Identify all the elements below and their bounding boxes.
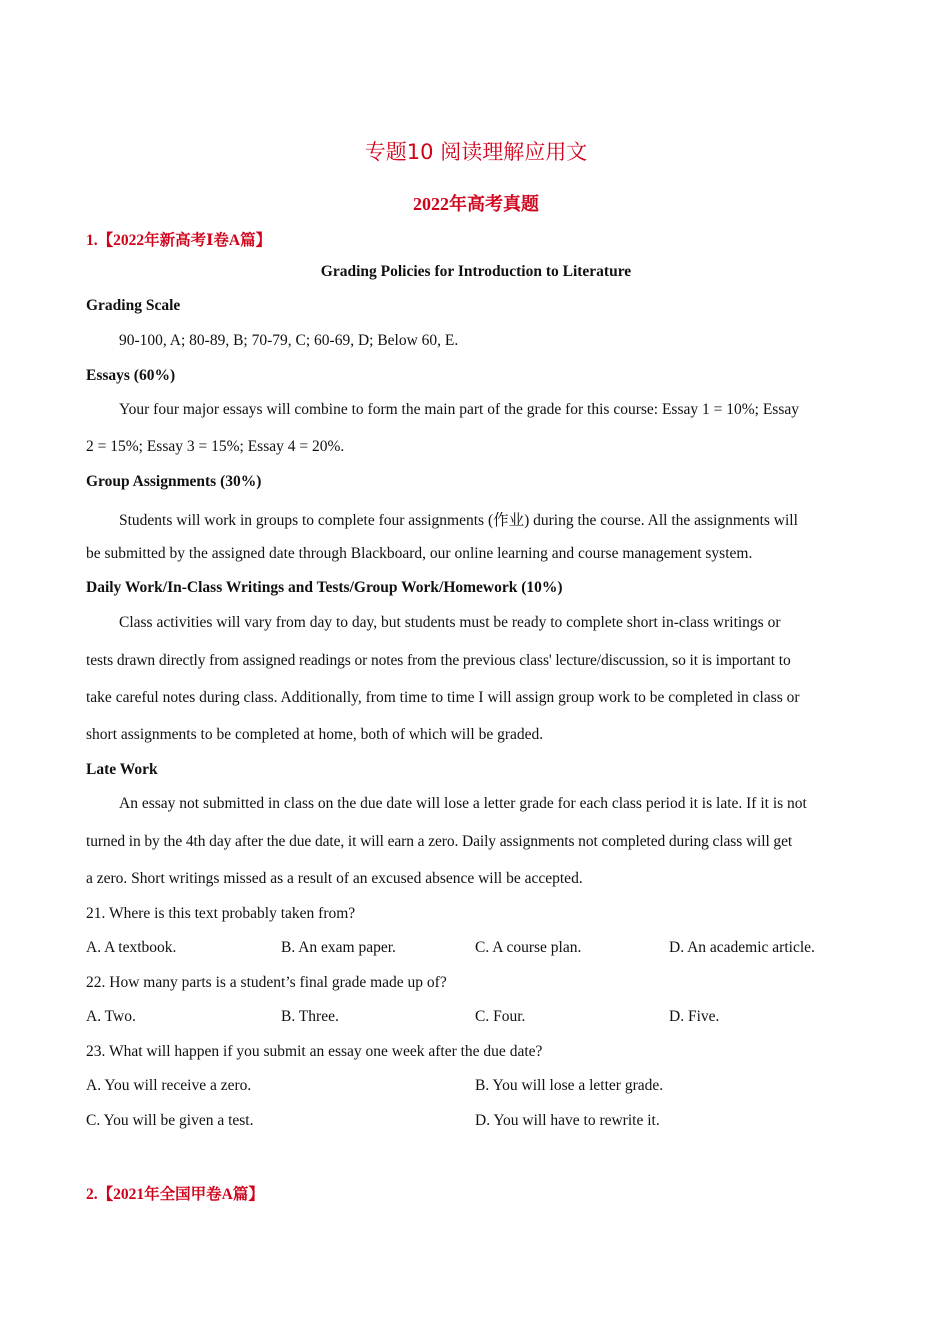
page-title: 专题10 阅读理解应用文 [364, 140, 588, 164]
option-23-b: B. You will lose a letter grade. [475, 1077, 664, 1094]
option-23-d: D. You will have to rewrite it. [475, 1112, 660, 1129]
question-21: 21. Where is this text probably taken from? [86, 905, 356, 922]
paragraph-line: take careful notes during class. Additionally, from time to time I will assign group work to be completed in class or [86, 689, 800, 706]
paragraph-line: be submitted by the assigned date through Blackboard, our online learning and course management system. [86, 545, 753, 562]
option-22-b: B. Three. [281, 1008, 339, 1025]
option-22-c: C. Four. [475, 1008, 526, 1025]
option-21-a: A. A textbook. [86, 939, 177, 956]
paragraph-line: 2 = 15%; Essay 3 = 15%; Essay 4 = 20%. [86, 438, 345, 455]
question-22: 22. How many parts is a student’s final grade made up of? [86, 974, 447, 991]
option-23-c: C. You will be given a test. [86, 1112, 254, 1129]
paragraph-line: Students will work in groups to complete four assignments (作业) during the course. All the assignments will [119, 512, 798, 529]
option-21-d: D. An academic article. [669, 939, 815, 956]
option-21-b: B. An exam paper. [281, 939, 396, 956]
paragraph-line: short assignments to be completed at home, both of which will be graded. [86, 726, 544, 743]
paragraph-line: Class activities will vary from day to day, but students must be ready to complete short in-class writings or [119, 614, 781, 631]
paragraph-line: Your four major essays will combine to form the main part of the grade for this course: Essay 1 = 10%; Essay [119, 401, 799, 418]
paragraph-line: a zero. Short writings missed as a result of an excused absence will be accepted. [86, 870, 583, 887]
paragraph-line: An essay not submitted in class on the due date will lose a letter grade for each class period it is late. If it is not [119, 795, 807, 812]
heading-grading-scale: Grading Scale [86, 297, 181, 314]
question-23: 23. What will happen if you submit an essay one week after the due date? [86, 1043, 543, 1060]
heading-daily-work: Daily Work/In-Class Writings and Tests/Group Work/Homework (10%) [86, 579, 563, 596]
paragraph-line: tests drawn directly from assigned readings or notes from the previous class' lecture/discussion, so it is important to [86, 652, 791, 669]
page-subtitle: 2022年高考真题 [413, 194, 539, 214]
paragraph-line: 90-100, A; 80-89, B; 70-79, C; 60-69, D; Below 60, E. [119, 332, 459, 349]
option-23-a: A. You will receive a zero. [86, 1077, 252, 1094]
heading-group-assignments: Group Assignments (30%) [86, 473, 262, 490]
paragraph-line: turned in by the 4th day after the due date, it will earn a zero. Daily assignments not completed during class will get [86, 833, 793, 850]
option-22-d: D. Five. [669, 1008, 720, 1025]
passage-title: Grading Policies for Introduction to Literature [320, 263, 632, 280]
section-tag-2: 2.【2021年全国甲卷A篇】 [86, 1186, 264, 1203]
heading-late-work: Late Work [86, 761, 158, 778]
option-22-a: A. Two. [86, 1008, 136, 1025]
heading-essays: Essays (60%) [86, 367, 176, 384]
option-21-c: C. A course plan. [475, 939, 582, 956]
section-tag-1: 1.【2022年新高考Ⅰ卷A篇】 [86, 232, 272, 249]
